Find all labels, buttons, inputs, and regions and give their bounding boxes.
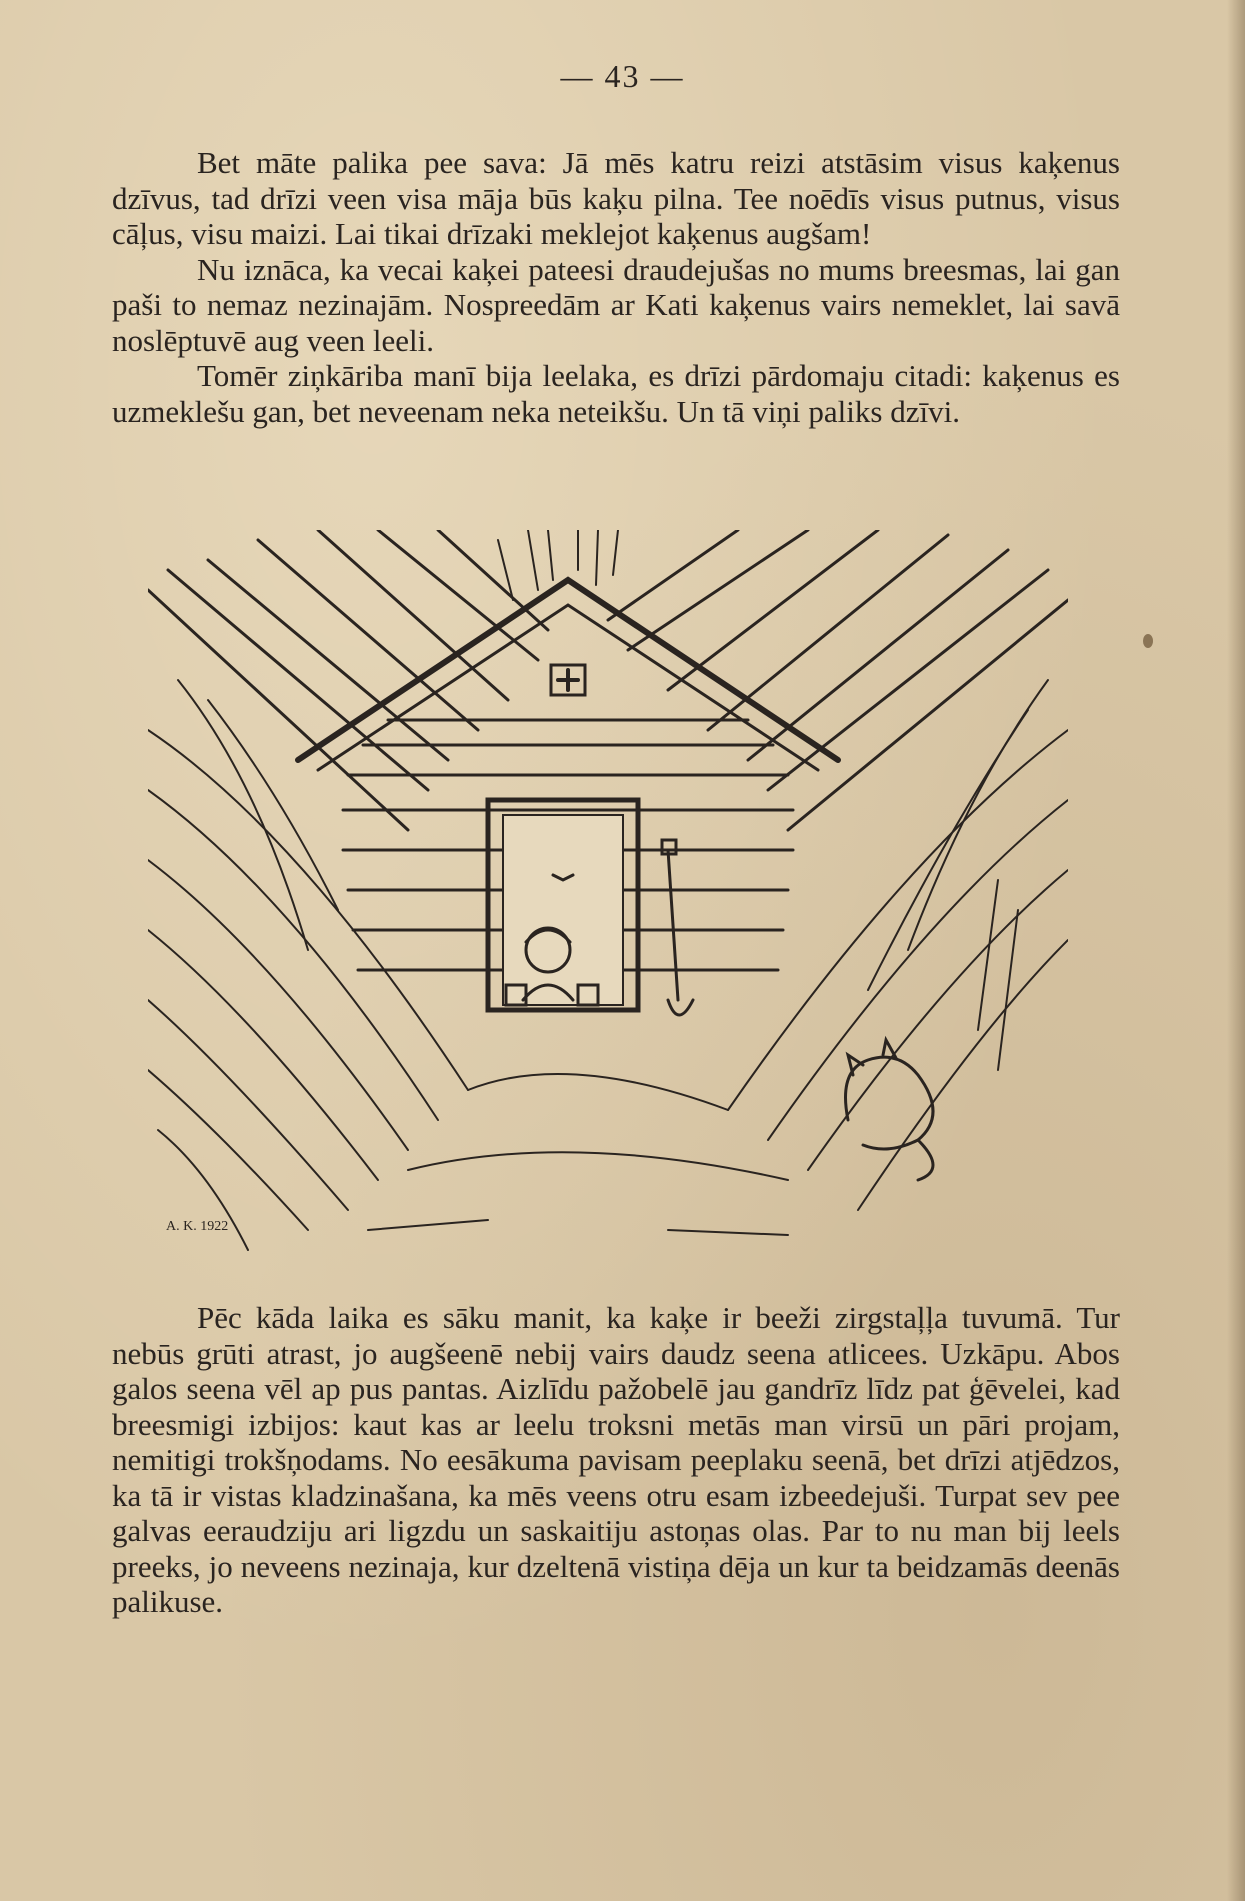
- roof-rafters-left: [148, 530, 548, 830]
- illustration-hayloft: [148, 530, 1068, 1270]
- artist-signature: A. K. 1922: [166, 1219, 229, 1234]
- paragraph: Pēc kāda laika es sāku manit, ka kaķe ir beeži zirgstaļļa tuvumā. Tur nebūs grūti atrast, jo augšeenē nebij vairs daudz seena atlicees. Uzkāpu. Abos galos seena vēl ap pus pantas. Aizlīdu pažobelē jau gandrīz līdz pat ģēvelei, kad breesmigi izbijos: kaut kas ar leelu troksni metās man virsū un pāri projam, nemitigi trokšņodams. No eesākuma pavisam peeplaku seenā, bet drīzi atjēdzos, ka tā ir vistas kladzinašana, ka mēs veens otru esam izbeedejuši. Turpat sev pee galvas eeraudziju ari ligzdu un saskaitiju astoņas olas. Par to nu man bij leels preeks, jo neveens nezinaja, kur dzeltenā vistiņa dēja un kur ta beidzamās deenās palikuse.: [112, 1300, 1120, 1619]
- paragraph: Nu iznāca, ka vecai kaķei pateesi draudejušas no mums breesmas, lai gan paši to nemaz nezinajām. Nospreedām ar Kati kaķenus vairs nemeklet, lai savā noslēptuvē aug veen leeli.: [112, 251, 1120, 358]
- page-edge-shadow: [1227, 0, 1245, 1901]
- floor-lines: [368, 1074, 788, 1235]
- ink-spot: [1143, 634, 1153, 648]
- shovel: [662, 840, 693, 1015]
- text-block-top: [112, 145, 1120, 429]
- text-block-bottom: [112, 1300, 1120, 1620]
- paragraph: Tomēr ziņkāriba manī bija leelaka, es drīzi pārdomaju citadi: kaķenus es uzmeklešu gan, bet neveenam neka neteikšu. Un tā viņi paliks dzīvi.: [112, 358, 1120, 429]
- page-number: — 43 —: [560, 58, 685, 94]
- paragraph: Bet māte palika pee sava: Jā mēs katru reizi atstāsim visus kaķenus dzīvus, tad drīzi veen visa māja būs kaķu pilna. Tee noēdīs visus putnus, visus cāļus, visu maizi. Lai tikai drīzaki meklejot kaķenus augšam!: [112, 145, 1120, 251]
- hay-mound-right: [728, 680, 1068, 1210]
- hay-mound-left: [148, 680, 468, 1250]
- roof-rafters-right: [608, 530, 1068, 830]
